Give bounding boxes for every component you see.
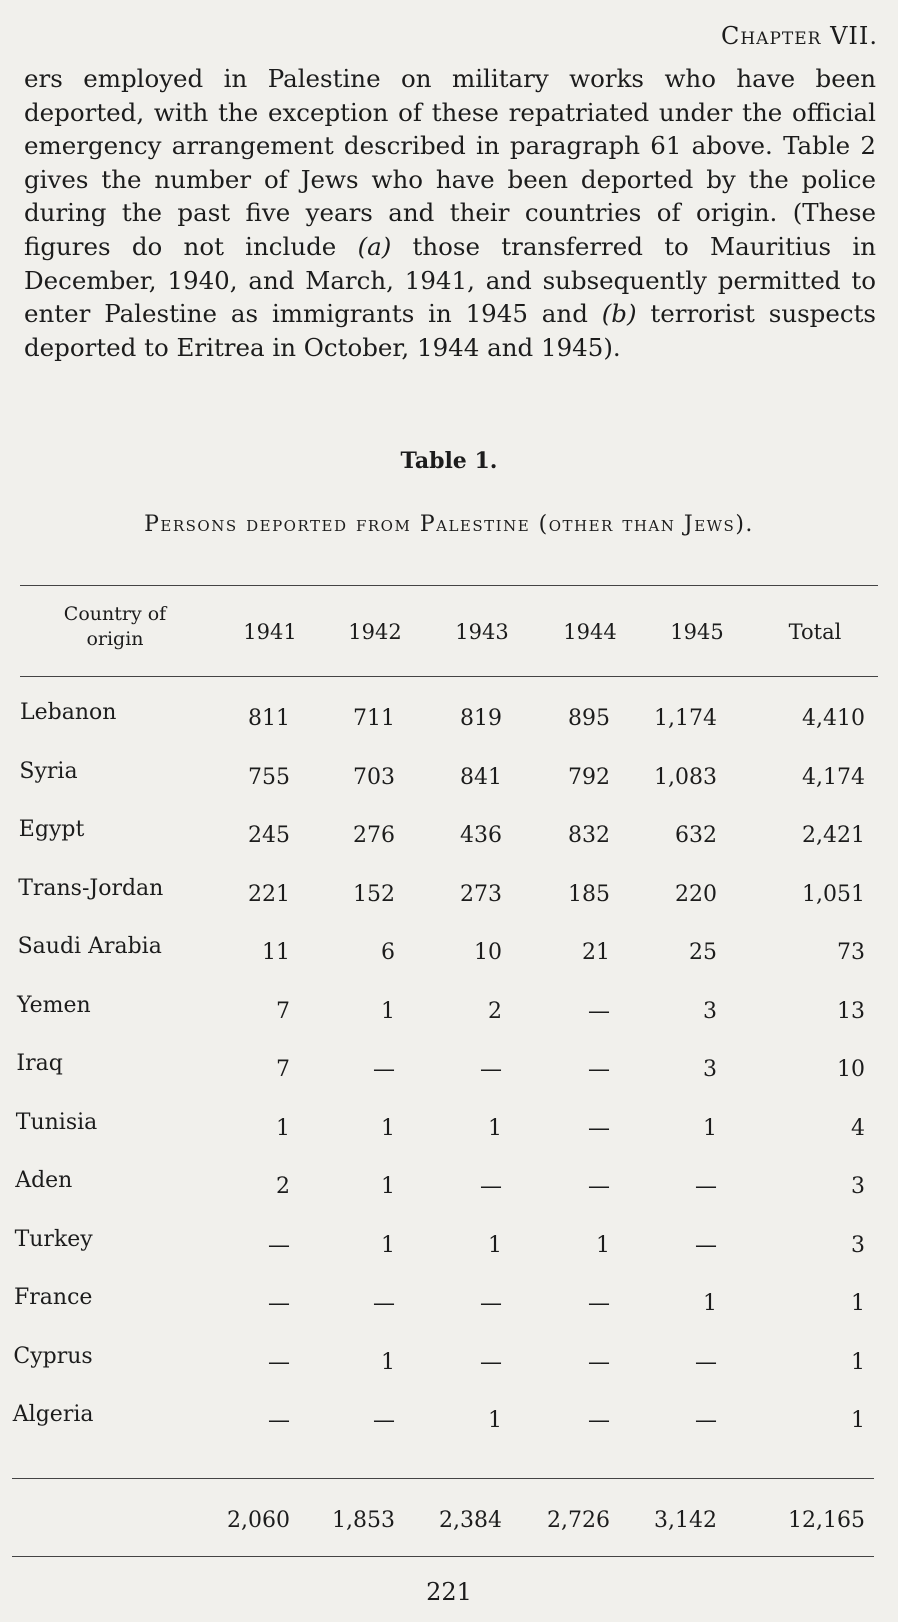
value-cell-y1942: — bbox=[373, 1291, 395, 1316]
value-cell-y1944: — bbox=[588, 998, 610, 1024]
value-cell-y1944: — bbox=[588, 1057, 610, 1082]
header-1941: 1941 bbox=[243, 620, 297, 644]
table-header-row bbox=[0, 600, 898, 670]
value-cell-y1942: 1 bbox=[381, 1115, 395, 1141]
total-1945: 3,142 bbox=[654, 1508, 717, 1533]
header-bottom-rule bbox=[20, 676, 878, 677]
value-cell-y1942: 6 bbox=[381, 940, 395, 965]
value-cell-y1943: 436 bbox=[460, 823, 502, 848]
body-paragraph bbox=[24, 62, 876, 364]
value-cell-total: 4,410 bbox=[802, 706, 865, 731]
value-cell-y1941: — bbox=[268, 1232, 290, 1258]
country-cell: Lebanon bbox=[20, 700, 117, 725]
header-1945: 1945 bbox=[670, 620, 724, 644]
header-country: Country of origin bbox=[63, 603, 167, 650]
value-cell-y1943: — bbox=[480, 1349, 502, 1375]
value-cell-y1944: 832 bbox=[568, 823, 610, 848]
table-row bbox=[0, 700, 898, 758]
value-cell-y1943: 2 bbox=[488, 998, 502, 1024]
table-row bbox=[0, 1051, 898, 1109]
value-cell-y1941: 811 bbox=[248, 706, 290, 731]
value-cell-y1944: 21 bbox=[582, 940, 610, 965]
value-cell-y1943: 1 bbox=[488, 1232, 502, 1258]
value-cell-total: 1 bbox=[851, 1349, 865, 1375]
value-cell-y1944: 1 bbox=[596, 1232, 610, 1258]
table-row bbox=[0, 1285, 898, 1343]
country-cell: Iraq bbox=[16, 1051, 63, 1076]
table-row bbox=[0, 1110, 898, 1168]
country-cell: Algeria bbox=[12, 1402, 94, 1427]
value-cell-y1944: 792 bbox=[568, 764, 610, 790]
country-cell: Trans-Jordan bbox=[18, 875, 164, 901]
page-number: 221 bbox=[426, 1578, 472, 1606]
value-cell-y1942: 703 bbox=[353, 764, 395, 790]
header-total: Total bbox=[788, 620, 842, 644]
value-cell-y1941: — bbox=[268, 1291, 290, 1316]
header-1943: 1943 bbox=[455, 620, 509, 644]
value-cell-y1942: 711 bbox=[353, 706, 395, 731]
value-cell-y1941: 245 bbox=[248, 823, 290, 848]
value-cell-y1942: 152 bbox=[353, 881, 395, 907]
value-cell-total: 1 bbox=[851, 1291, 865, 1316]
value-cell-total: 3 bbox=[851, 1174, 865, 1199]
value-cell-y1941: — bbox=[268, 1408, 290, 1433]
value-cell-y1941: 2 bbox=[276, 1174, 290, 1199]
value-cell-y1945: — bbox=[695, 1174, 717, 1199]
table-row bbox=[0, 1227, 898, 1285]
table-row bbox=[0, 993, 898, 1051]
value-cell-y1944: — bbox=[588, 1291, 610, 1316]
value-cell-total: 4 bbox=[851, 1115, 865, 1141]
paragraph-text-1: ers employed in Palestine on military works who have been deported, with the exception of these repatriated under the official emergency arrangement described in paragraph 61 above. Table 2 gives the number of Jews who have been deported by the police during the past five years and their countries of origin. (These figures do not include bbox=[24, 64, 876, 261]
value-cell-total: 4,174 bbox=[802, 764, 865, 790]
total-1944: 2,726 bbox=[547, 1508, 610, 1533]
header-1944: 1944 bbox=[563, 620, 617, 644]
value-cell-y1944: — bbox=[588, 1115, 610, 1141]
marker-b: (b) bbox=[601, 299, 637, 329]
country-cell: Syria bbox=[19, 758, 78, 784]
value-cell-y1943: — bbox=[480, 1174, 502, 1199]
country-cell: Turkey bbox=[14, 1226, 93, 1252]
value-cell-y1942: 1 bbox=[381, 998, 395, 1024]
paragraph-text-3: terrorist suspects deported to Eritrea in October, 1944 and 1945). bbox=[24, 299, 876, 362]
value-cell-y1943: 841 bbox=[460, 764, 502, 790]
country-cell: Aden bbox=[15, 1168, 73, 1193]
value-cell-y1944: 185 bbox=[568, 881, 610, 907]
value-cell-y1941: 7 bbox=[276, 998, 290, 1024]
value-cell-y1942: — bbox=[373, 1408, 395, 1433]
value-cell-y1945: 220 bbox=[675, 881, 717, 907]
value-cell-y1942: 276 bbox=[353, 823, 395, 848]
country-cell: France bbox=[14, 1285, 93, 1310]
value-cell-y1941: 7 bbox=[276, 1057, 290, 1082]
total-1943: 2,384 bbox=[439, 1508, 502, 1533]
chapter-heading: Chapter VII. bbox=[720, 22, 878, 50]
header-1942: 1942 bbox=[348, 620, 402, 644]
value-cell-y1945: 1 bbox=[703, 1291, 717, 1316]
value-cell-total: 1 bbox=[851, 1408, 865, 1433]
table-title: Table 1. bbox=[400, 448, 498, 474]
value-cell-y1943: 273 bbox=[460, 881, 502, 907]
value-cell-y1941: 1 bbox=[276, 1115, 290, 1141]
value-cell-y1944: — bbox=[588, 1408, 610, 1433]
total-1941: 2,060 bbox=[227, 1508, 290, 1533]
value-cell-y1943: 10 bbox=[474, 940, 502, 965]
value-cell-y1945: 1 bbox=[703, 1115, 717, 1141]
value-cell-y1944: 895 bbox=[568, 706, 610, 731]
value-cell-total: 3 bbox=[851, 1232, 865, 1258]
value-cell-y1941: 755 bbox=[248, 764, 290, 790]
value-cell-total: 1,051 bbox=[802, 881, 865, 907]
value-cell-y1943: 1 bbox=[488, 1408, 502, 1433]
value-cell-y1945: — bbox=[695, 1408, 717, 1433]
value-cell-y1942: — bbox=[373, 1057, 395, 1082]
value-cell-y1945: 3 bbox=[703, 1057, 717, 1082]
total-1942: 1,853 bbox=[332, 1508, 395, 1533]
table-caption: Persons deported from Palestine (other than Jews). bbox=[144, 512, 754, 537]
value-cell-y1945: 632 bbox=[675, 823, 717, 848]
table-row bbox=[0, 759, 898, 817]
value-cell-y1945: 25 bbox=[689, 940, 717, 965]
value-cell-y1944: — bbox=[588, 1349, 610, 1375]
value-cell-y1945: — bbox=[695, 1349, 717, 1375]
total-grand: 12,165 bbox=[788, 1508, 865, 1533]
totals-row bbox=[0, 1508, 898, 1548]
value-cell-total: 73 bbox=[837, 940, 865, 965]
table-row bbox=[0, 1344, 898, 1402]
value-cell-y1942: 1 bbox=[381, 1232, 395, 1258]
value-cell-y1942: 1 bbox=[381, 1174, 395, 1199]
value-cell-total: 10 bbox=[837, 1057, 865, 1082]
totals-top-rule bbox=[12, 1478, 874, 1479]
value-cell-y1943: — bbox=[480, 1291, 502, 1316]
value-cell-total: 13 bbox=[837, 998, 865, 1024]
table-row bbox=[0, 1168, 898, 1226]
country-cell: Egypt bbox=[18, 817, 85, 842]
value-cell-y1941: 11 bbox=[262, 940, 290, 965]
marker-a: (a) bbox=[357, 231, 392, 261]
table-row bbox=[0, 1402, 898, 1460]
table-row bbox=[0, 934, 898, 992]
value-cell-y1945: 1,083 bbox=[654, 764, 717, 790]
paragraph-text-2: those transferred to Mauritius in December, 1940, and March, 1941, and subsequently permitted to enter Palestine as immigrants in 1945 and bbox=[24, 231, 876, 329]
value-cell-y1943: 819 bbox=[460, 706, 502, 731]
value-cell-y1944: — bbox=[588, 1174, 610, 1199]
country-cell: Tunisia bbox=[15, 1109, 98, 1135]
country-cell: Yemen bbox=[17, 992, 91, 1018]
value-cell-y1945: 3 bbox=[703, 998, 717, 1024]
country-cell: Cyprus bbox=[13, 1343, 93, 1369]
table-row bbox=[0, 876, 898, 934]
value-cell-y1945: 1,174 bbox=[654, 706, 717, 731]
totals-bottom-rule bbox=[12, 1556, 874, 1557]
value-cell-y1941: 221 bbox=[248, 881, 290, 907]
country-cell: Saudi Arabia bbox=[17, 934, 162, 959]
table-row bbox=[0, 817, 898, 875]
value-cell-y1941: — bbox=[268, 1349, 290, 1375]
value-cell-y1943: — bbox=[480, 1057, 502, 1082]
value-cell-y1942: 1 bbox=[381, 1349, 395, 1375]
table-top-rule bbox=[20, 585, 878, 586]
value-cell-total: 2,421 bbox=[802, 823, 865, 848]
value-cell-y1943: 1 bbox=[488, 1115, 502, 1141]
value-cell-y1945: — bbox=[695, 1232, 717, 1258]
